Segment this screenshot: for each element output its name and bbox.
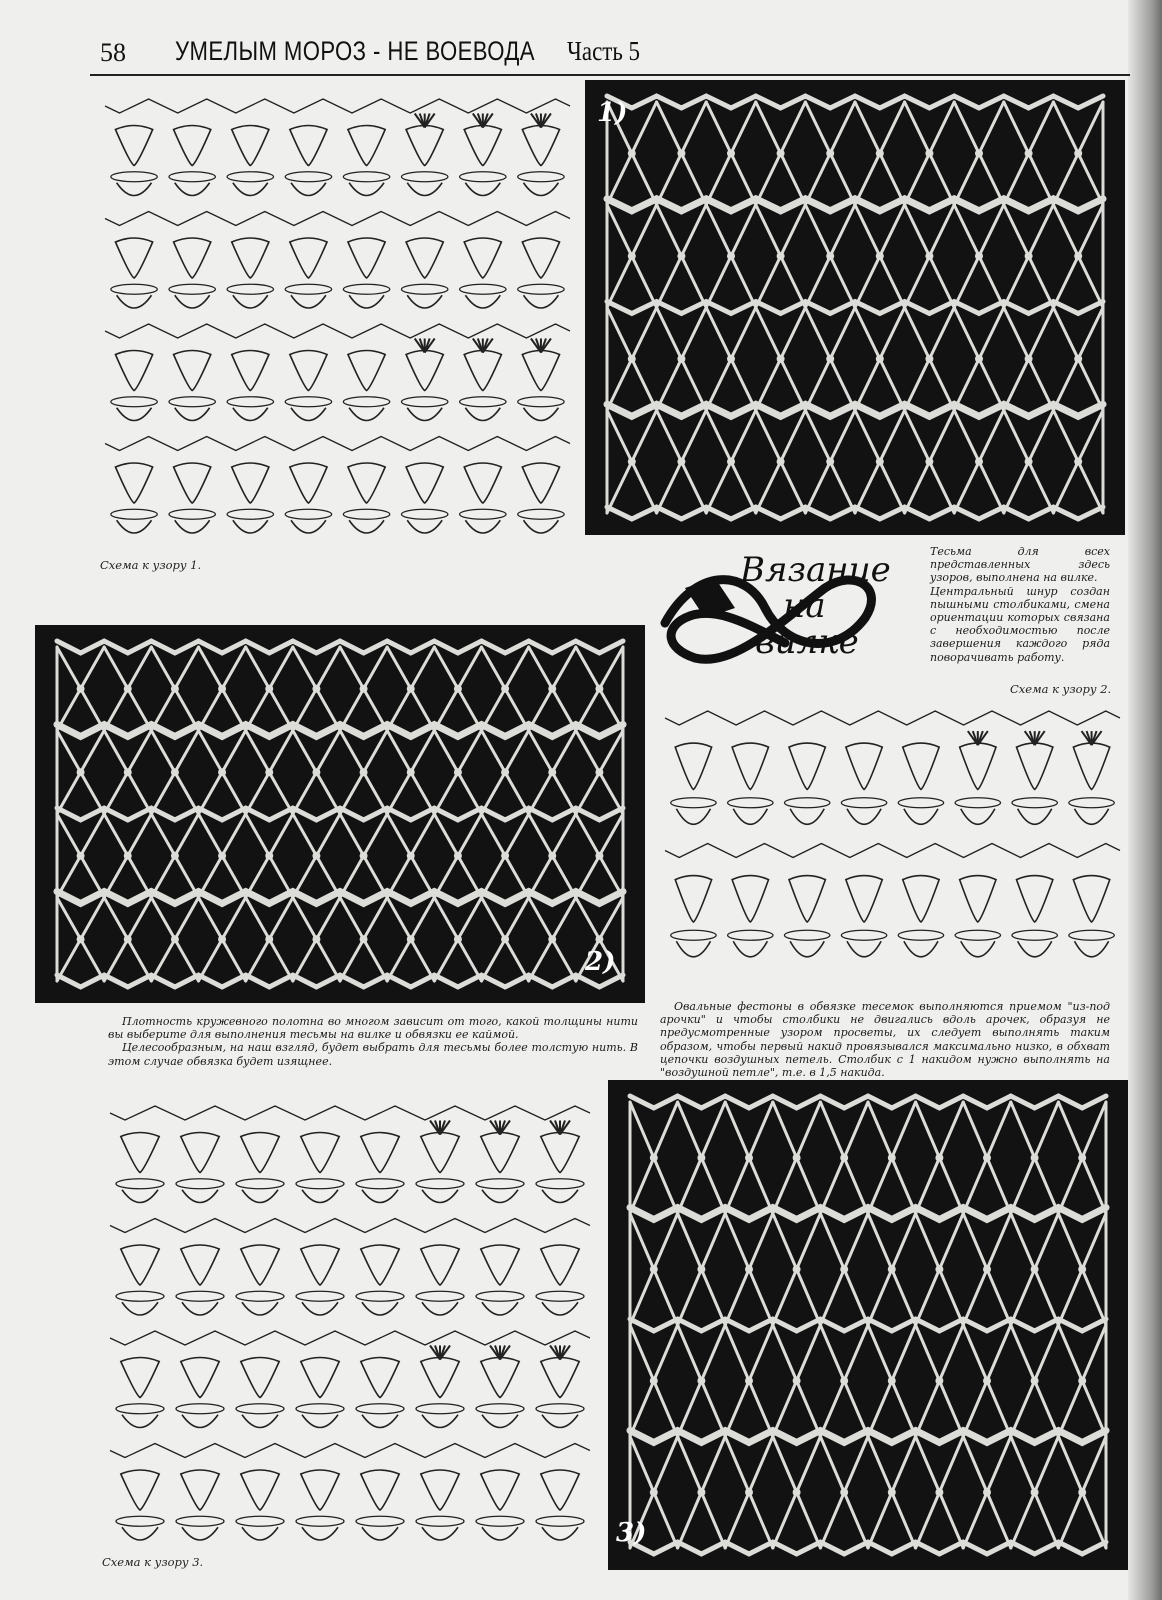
intro-text: Тесьма для всех представленных здесь узоров, выполнена на вилке. [930,545,1110,585]
section-title: УМЕЛЫМ МОРОЗ - НЕ ВОЕВОДА [175,36,535,66]
photo-2-lace-sample [35,625,645,1003]
page-edge-shadow [1128,0,1162,1600]
scheme-3-caption: Схема к узору 3. [102,1555,204,1569]
scheme-1-caption: Схема к узору 1. [100,558,202,572]
photo-1-lace-sample [585,80,1125,535]
scheme-2-diagram [655,700,1130,965]
photo-3-number: 3) [616,1518,647,1548]
density-text: Плотность кружевного полотна во многом зависит от того, какой толщины нити вы выберите для выполнения тесьмы на вилке и обвязки ее каймой. [108,1015,638,1042]
density-paragraph [108,1015,638,1068]
scheme-3-diagram [100,1095,600,1545]
photo-2-number: 2) [585,947,616,977]
ovals-paragraph: Овальные фестоны в обвязке тесемок выполняются приемом "из-под арочки" и чтобы столбики не двигались вдоль арочек, образуя не предусмотренные узором просветы, их следует выполнять таким образом, чтобы первый накид провязывался максимально низко, в обхват цепочки воздушных петель. Столбик с 1 накидом нужно выполнять на "воздушной петле", т.е. в 1,5 накида. [660,1000,1110,1080]
logo-line-1: Вязание [740,550,891,590]
page-number: 58 [100,38,126,67]
photo-3-lace-sample [608,1080,1128,1570]
logo-line-3: вилке [755,622,859,662]
part-label: Часть 5 [567,36,641,66]
scheme-1-diagram [95,88,580,538]
knitting-on-fork-logo [655,548,917,688]
density-text-2: Целесообразным, на наш взгляд, будет выбрать для тесьмы более толстую нить. В этом случае обвязка будет изящнее. [108,1041,638,1068]
header-rule [90,74,1130,76]
photo-1-number: 1) [597,98,628,128]
scheme-2-caption: Схема к узору 2. [1010,682,1112,696]
logo-line-2: на [783,586,826,626]
intro-text-2: Центральный шнур создан пышными столбиками, смена ориентации которых связана с необходимостью после завершения каждого ряда поворачивать работу. [930,584,1110,664]
intro-paragraph [930,545,1110,664]
